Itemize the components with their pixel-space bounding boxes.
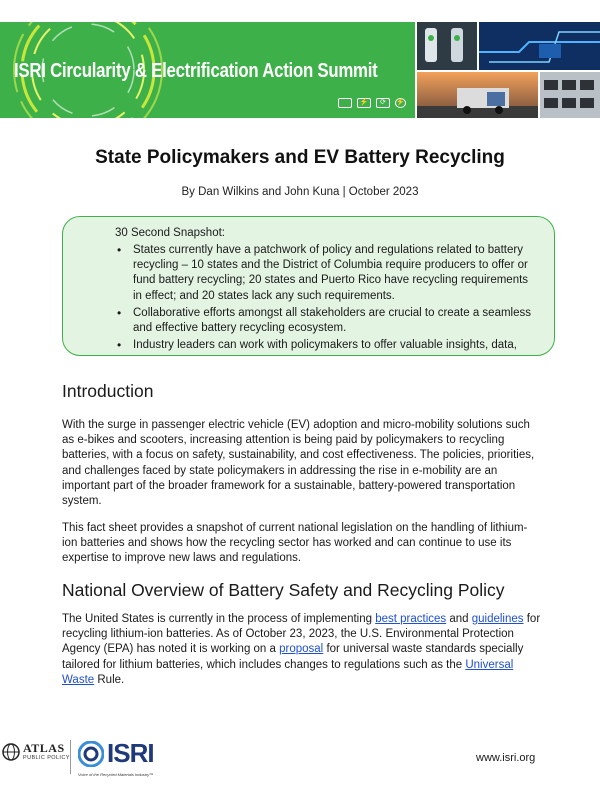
proposal-link[interactable]: proposal (279, 643, 324, 656)
overview-text: for universal waste standards specially tailored for lithium batteries, which includes changes to regulations such as the (62, 643, 524, 671)
battery-arrow-icon: ⟳ (376, 98, 390, 108)
banner-title: ISRI Circularity & Electrification Action Summit (14, 60, 378, 82)
overview-text: and (446, 613, 472, 625)
universal-waste-link[interactable]: Universal Waste (62, 658, 514, 686)
battery-icon (338, 98, 352, 108)
isri-tagline: Voice of the Recycled Materials Industry™ (78, 772, 154, 777)
isri-emblem-icon (78, 741, 104, 767)
best-practices-link[interactable]: best practices (375, 613, 447, 625)
footer-logos (2, 736, 162, 782)
guidelines-link[interactable]: guidelines (471, 613, 524, 625)
banner-icon-row (338, 98, 406, 108)
isri-logo (78, 738, 154, 769)
snapshot-box (62, 216, 555, 356)
circuit-board-photo (479, 22, 600, 70)
bolt-icon: ⚡ (396, 99, 405, 106)
byline: By Dan Wilkins and John Kuna | October 2023 (181, 186, 419, 198)
atlas-globe-icon (2, 743, 20, 761)
ev-charger-photo (417, 22, 477, 70)
battery-charging-icon: ⚡ (357, 98, 371, 108)
plus-icon: + (396, 26, 405, 42)
snapshot-bullet: • Collaborative efforts amongst all stakeholders are crucial to create a seamless and effective battery recycling ecosystem. (115, 306, 540, 336)
isri-wordmark: ISRI (107, 738, 154, 768)
overview-heading: National Overview of Battery Safety and Recycling Policy (62, 580, 505, 600)
header-banner (0, 0, 600, 118)
document-title: State Policymakers and EV Battery Recycling (95, 147, 505, 168)
overview-text: Rule. (94, 673, 125, 686)
introduction-paragraph-1: With the surge in passenger electric vehicle (EV) adoption and micro-mobility solutions such as e-bikes and scooters, increasing attention is being paid by policymakers to recycling batteries, with a focus on safety, sustainability, and cost effectiveness. The policies, priorities, and challenges faced by state policymakers in addressing the rise in e-mobility are an important part of the broader framework for a sustainable, battery-powered transportation system. (62, 419, 535, 508)
snapshot-bullet: • Industry leaders can work with policymakers to offer valuable insights, data, (115, 338, 540, 353)
overview-text: for recycling lithium-ion batteries. As of October 23, 2023, the U.S. Environmental Protection Agency (EPA) has noted it is working on a (62, 613, 541, 656)
battery-cells-photo (540, 72, 600, 118)
footer-divider (70, 740, 71, 774)
introduction-heading: Introduction (62, 381, 154, 401)
website-url: www.isri.org (476, 752, 536, 764)
atlas-logo (2, 742, 70, 762)
snapshot-bullet: • States currently have a patchwork of policy and regulations related to battery recycling – 10 states and the District of Columbia require producers to offer or fund battery recycling; 20 states and Puerto Rico have recycling requirements in effect; and 20 states lack any such requirements. (115, 243, 540, 304)
overview-text: The United States is currently in the process of implementing (62, 613, 376, 625)
atlas-subtitle: PUBLIC POLICY (23, 755, 70, 761)
snapshot-list (115, 243, 540, 355)
snapshot-heading: 30 Second Snapshot: (115, 227, 225, 239)
atlas-name: ATLAS (23, 741, 65, 755)
truck-photo (417, 72, 538, 118)
introduction-paragraph-2: This fact sheet provides a snapshot of current national legislation on the handling of lithium-ion batteries and shows how the recycling sector has worked and can continue to use its expertise to improve new laws and regulations. (62, 522, 528, 565)
overview-paragraph (62, 612, 542, 688)
